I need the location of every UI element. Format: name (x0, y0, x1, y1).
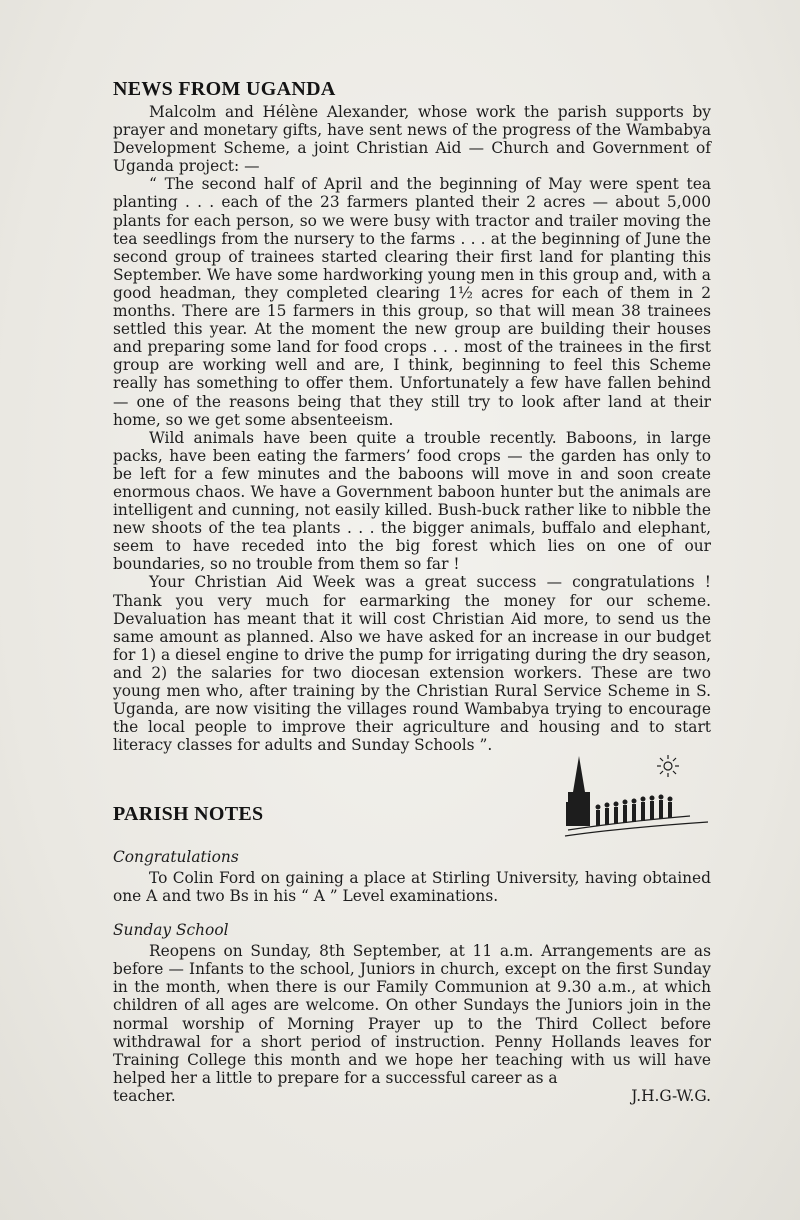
news-paragraph-4: Your Christian Aid Week was a great success — congratulations ! Thank you very much for earmarking the money for our scheme. Devaluation has meant that it will cost Christian Aid more, to send us the same amount as planned. Also we have asked for an increase in our budget for 1) a diesel engine to drive the pump for irrigating during the dry season, and 2) the salaries for two diocesan extension workers. These are two young men who, after training by the Christian Rural Service Scheme in S. Uganda, are now visiting the villages round Wambabya trying to encourage the local people to improve their agriculture and housing and to start literacy classes for adults and Sunday Schools ”. (113, 573, 711, 755)
news-paragraph-3: Wild animals have been quite a trouble recently. Baboons, in large packs, have been eating the farmers’ food crops — the garden has only to be left for a few minutes and the baboons will move in and soon create enormous chaos. We have a Government baboon hunter but the animals are intelligent and cunning, not easily killed. Bush-buck rather like to nibble the new shoots of the tea plants . . . the bigger animals, buffalo and elephant, seem to have receded into the big forest which lies on one of our boundaries, so no trouble from them so far ! (113, 428, 711, 574)
parish-section (113, 803, 711, 1105)
signature: J.H.G-W.G. (631, 1086, 711, 1105)
news-section (113, 78, 711, 754)
news-paragraph-2: “ The second half of April and the beginning of May were spent tea planting . . . each of the 23 farmers planted their 2 acres — about 5,000 plants for each person, so we were busy with tractor and trailer moving the tea seedlings from the nursery to the farms . . . at the beginning of June the second group of trainees started clearing their first land for planting this September. We have some hardworking young men in this group and, with a good headman, they completed clearing 1½ acres for each of them in 2 months. There are 15 farmers in this group, so that will mean 38 trainees settled this year. At the moment the new group are building their houses and preparing some land for food crops . . . most of the trainees in the first group are working well and are, I think, beginning to feel this Scheme really has something to offer them. Unfortunately a few have fallen behind — one of the reasons being that they still try to look after land at their home, so we get some absenteeism. (113, 175, 711, 429)
sunday-school-subheading: Sunday School (113, 921, 229, 940)
news-heading: NEWS FROM UGANDA (113, 78, 336, 100)
news-paragraph-1: Malcolm and Hélène Alexander, whose work the parish supports by prayer and monetary gifts, have sent news of the progress of the Wambabya Development Scheme, a joint Christian Aid — Church and Government of Uganda project: — (113, 103, 711, 176)
congratulations-subheading: Congratulations (113, 848, 239, 866)
congratulations-text: To Colin Ford on gaining a place at Stirling University, having obtained one A and two Bs in his “ A ” Level examinations. (113, 869, 711, 906)
sunday-school-text: Reopens on Sunday, 8th September, at 11 a.m. Arrangements are as before — Infants to the school, Juniors in church, except on the first Sunday in the month, when there is our Family Communion at 9.30 a.m., at which children of all ages are welcome. On other Sundays the Juniors join in the normal worship of Morning Prayer up to the Third Collect before withdrawal for a short period of instruction. Penny Hollands leaves for Training College this month and we hope her teaching with us will have helped her a little to prepare for a successful career as a (113, 942, 711, 1087)
sunday-school-last-word: teacher. (113, 1086, 176, 1105)
parish-heading: PARISH NOTES (113, 803, 264, 825)
signature-line (113, 1087, 711, 1105)
